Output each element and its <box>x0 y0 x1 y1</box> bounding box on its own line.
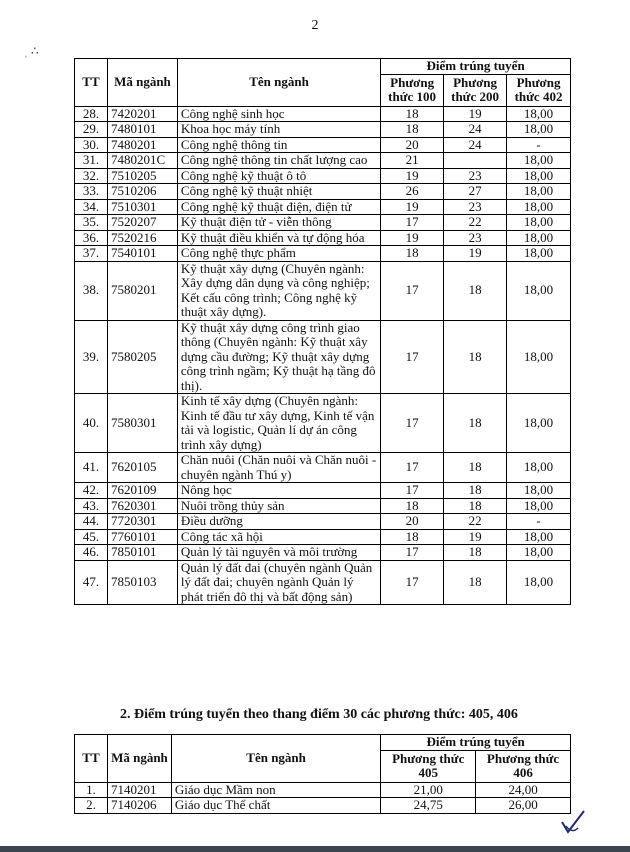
row-method-402: 18,00 <box>507 560 571 605</box>
row-name: Công nghệ thực phẩm <box>177 246 380 262</box>
row-tt: 40. <box>75 394 108 453</box>
table-row <box>75 453 571 483</box>
row-method-402: 18,00 <box>507 498 571 514</box>
row-method-200: 18 <box>444 498 507 514</box>
row-method-200: 18 <box>444 545 507 561</box>
row-code: 7620301 <box>107 498 177 514</box>
row-tt: 28. <box>75 106 108 122</box>
row-method-100: 18 <box>381 498 444 514</box>
row-method-402: 18,00 <box>507 453 571 483</box>
row-method-402: 18,00 <box>507 153 571 169</box>
row-method-100: 17 <box>381 320 444 394</box>
admission-scores-table <box>74 58 571 605</box>
row-code: 7510205 <box>107 168 177 184</box>
row-name: Điều dưỡng <box>177 514 380 530</box>
row-method-200: 22 <box>444 514 507 530</box>
scan-edge <box>0 846 630 852</box>
row-name: Công nghệ thông tin chất lượng cao <box>177 153 380 169</box>
row-method-402: 18,00 <box>507 199 571 215</box>
row-tt: 46. <box>75 545 108 561</box>
section-2-title: 2. Điểm trúng tuyển theo thang điểm 30 các phương thức: 405, 406 <box>120 707 518 722</box>
table-row <box>75 545 571 561</box>
row-method-402: 18,00 <box>507 394 571 453</box>
row-name: Khoa học máy tính <box>177 122 380 138</box>
row-method-402: - <box>507 514 571 530</box>
row-method-100: 17 <box>381 261 444 320</box>
table-row <box>75 106 571 122</box>
header-code: Mã ngành <box>107 735 171 783</box>
row-name: Giáo dục Mầm non <box>171 782 380 798</box>
row-name: Kinh tế xây dựng (Chuyên ngành: Kinh tế đầu tư xây dựng, Kinh tế vận tải và logistic, Quản lí dự án công trình xây dựng) <box>177 394 380 453</box>
table-row <box>75 184 571 200</box>
row-tt: 47. <box>75 560 108 605</box>
row-code: 7620109 <box>107 483 177 499</box>
row-name: Công nghệ kỹ thuật điện, điện tử <box>177 199 380 215</box>
row-tt: 38. <box>75 261 108 320</box>
row-code: 7580201 <box>107 261 177 320</box>
row-method-100: 19 <box>381 199 444 215</box>
header-score-group: Điểm trúng tuyển <box>381 59 571 75</box>
row-tt: 2. <box>75 798 108 814</box>
row-method-200: 23 <box>444 230 507 246</box>
row-method-402: - <box>507 137 571 153</box>
table-row <box>75 483 571 499</box>
table-row <box>75 782 571 798</box>
row-code: 7140206 <box>107 798 171 814</box>
header-tt: TT <box>75 59 108 107</box>
table-row <box>75 230 571 246</box>
row-method-100: 26 <box>381 184 444 200</box>
row-name: Kỹ thuật điều khiển và tự động hóa <box>177 230 380 246</box>
row-method-200: 18 <box>444 261 507 320</box>
table-row <box>75 394 571 453</box>
scan-mark: ˌ ∴ <box>24 44 39 58</box>
row-tt: 31. <box>75 153 108 169</box>
row-code: 7420201 <box>107 106 177 122</box>
row-name: Công nghệ thông tin <box>177 137 380 153</box>
row-tt: 39. <box>75 320 108 394</box>
row-name: Công nghệ kỹ thuật ô tô <box>177 168 380 184</box>
row-method-200: 18 <box>444 320 507 394</box>
row-method-200 <box>444 153 507 169</box>
row-method-200: 19 <box>444 529 507 545</box>
header-name: Tên ngành <box>171 735 380 783</box>
table-row <box>75 199 571 215</box>
row-method-402: 18,00 <box>507 246 571 262</box>
row-tt: 35. <box>75 215 108 231</box>
row-name: Quản lý tài nguyên và môi trường <box>177 545 380 561</box>
row-method-100: 21 <box>381 153 444 169</box>
row-method-200: 18 <box>444 560 507 605</box>
row-method-200: 22 <box>444 215 507 231</box>
row-tt: 45. <box>75 529 108 545</box>
row-method-100: 17 <box>381 215 444 231</box>
table-row <box>75 122 571 138</box>
row-code: 7760101 <box>107 529 177 545</box>
row-method-100: 18 <box>381 106 444 122</box>
row-tt: 36. <box>75 230 108 246</box>
table-row <box>75 529 571 545</box>
row-tt: 29. <box>75 122 108 138</box>
row-tt: 44. <box>75 514 108 530</box>
row-name: Nuôi trồng thủy sản <box>177 498 380 514</box>
row-name: Công nghệ kỹ thuật nhiệt <box>177 184 380 200</box>
header-method-402: Phương thức 402 <box>507 74 571 106</box>
table-row <box>75 798 571 814</box>
header-method-100: Phương thức 100 <box>381 74 444 106</box>
row-name: Nông học <box>177 483 380 499</box>
row-code: 7540101 <box>107 246 177 262</box>
row-method-200: 24 <box>444 137 507 153</box>
table-row <box>75 153 571 169</box>
table-row <box>75 261 571 320</box>
row-tt: 42. <box>75 483 108 499</box>
row-name: Công tác xã hội <box>177 529 380 545</box>
row-tt: 30. <box>75 137 108 153</box>
row-method-200: 19 <box>444 106 507 122</box>
row-method-100: 20 <box>381 137 444 153</box>
row-code: 7520207 <box>107 215 177 231</box>
row-tt: 37. <box>75 246 108 262</box>
row-method-200: 18 <box>444 483 507 499</box>
row-method-402: 18,00 <box>507 122 571 138</box>
row-method-100: 19 <box>381 168 444 184</box>
table-row <box>75 137 571 153</box>
row-tt: 34. <box>75 199 108 215</box>
row-code: 7850101 <box>107 545 177 561</box>
row-code: 7850103 <box>107 560 177 605</box>
signature-check-icon <box>560 808 586 836</box>
row-tt: 43. <box>75 498 108 514</box>
header-method-200: Phương thức 200 <box>444 74 507 106</box>
row-method-402: 18,00 <box>507 106 571 122</box>
table-row <box>75 246 571 262</box>
row-code: 7620105 <box>107 453 177 483</box>
header-name: Tên ngành <box>177 59 380 107</box>
header-score-group: Điểm trúng tuyển <box>381 735 571 751</box>
row-code: 7510206 <box>107 184 177 200</box>
row-name: Kỹ thuật xây dựng công trình giao thông (Chuyên ngành: Kỹ thuật xây dựng cầu đường; Kỹ thuật xây dựng công trình ngầm; Kỹ thuật hạ tầng đô thị). <box>177 320 380 394</box>
row-name: Kỹ thuật điện tử - viễn thông <box>177 215 380 231</box>
row-method-200: 19 <box>444 246 507 262</box>
page-number: 2 <box>311 18 319 33</box>
row-method-100: 18 <box>381 246 444 262</box>
row-method-200: 23 <box>444 168 507 184</box>
table-row <box>75 560 571 605</box>
row-name: Chăn nuôi (Chăn nuôi và Chăn nuôi - chuyên ngành Thú y) <box>177 453 380 483</box>
row-method-100: 19 <box>381 230 444 246</box>
header-tt: TT <box>75 735 108 783</box>
row-method-402: 18,00 <box>507 215 571 231</box>
row-method-402: 18,00 <box>507 320 571 394</box>
row-method-406: 26,00 <box>476 798 571 814</box>
row-name: Kỹ thuật xây dựng (Chuyên ngành: Xây dựng dân dụng và công nghiệp; Kết cấu công trình; Công nghệ kỹ thuật xây dựng). <box>177 261 380 320</box>
row-method-402: 18,00 <box>507 184 571 200</box>
row-code: 7520216 <box>107 230 177 246</box>
row-method-100: 18 <box>381 122 444 138</box>
header-method-405: Phương thức 405 <box>381 750 476 782</box>
row-method-405: 21,00 <box>381 782 476 798</box>
row-method-402: 18,00 <box>507 545 571 561</box>
row-code: 7480201C <box>107 153 177 169</box>
row-method-100: 18 <box>381 529 444 545</box>
row-code: 7720301 <box>107 514 177 530</box>
row-method-100: 20 <box>381 514 444 530</box>
row-tt: 41. <box>75 453 108 483</box>
row-code: 7510301 <box>107 199 177 215</box>
admission-scores-table-30 <box>74 734 571 814</box>
table-row <box>75 498 571 514</box>
row-method-100: 17 <box>381 545 444 561</box>
row-method-100: 17 <box>381 560 444 605</box>
row-method-402: 18,00 <box>507 529 571 545</box>
row-code: 7580301 <box>107 394 177 453</box>
header-method-406: Phương thức 406 <box>476 750 571 782</box>
row-code: 7480101 <box>107 122 177 138</box>
table-row <box>75 320 571 394</box>
row-name: Công nghệ sinh học <box>177 106 380 122</box>
header-code: Mã ngành <box>107 59 177 107</box>
row-code: 7140201 <box>107 782 171 798</box>
row-method-100: 17 <box>381 394 444 453</box>
row-method-100: 17 <box>381 453 444 483</box>
row-method-200: 27 <box>444 184 507 200</box>
row-tt: 33. <box>75 184 108 200</box>
table-row <box>75 215 571 231</box>
row-method-402: 18,00 <box>507 483 571 499</box>
row-method-200: 24 <box>444 122 507 138</box>
row-tt: 1. <box>75 782 108 798</box>
row-method-402: 18,00 <box>507 261 571 320</box>
row-code: 7480201 <box>107 137 177 153</box>
row-method-406: 24,00 <box>476 782 571 798</box>
table-row <box>75 514 571 530</box>
row-method-402: 18,00 <box>507 230 571 246</box>
row-method-200: 23 <box>444 199 507 215</box>
table-row <box>75 168 571 184</box>
row-method-100: 17 <box>381 483 444 499</box>
row-tt: 32. <box>75 168 108 184</box>
row-code: 7580205 <box>107 320 177 394</box>
row-method-405: 24,75 <box>381 798 476 814</box>
row-name: Quản lý đất đai (chuyên ngành Quản lý đất đai; chuyên ngành Quản lý phát triển đô thị và bất động sản) <box>177 560 380 605</box>
row-method-200: 18 <box>444 394 507 453</box>
row-method-402: 18,00 <box>507 168 571 184</box>
row-name: Giáo dục Thể chất <box>171 798 380 814</box>
row-method-200: 18 <box>444 453 507 483</box>
